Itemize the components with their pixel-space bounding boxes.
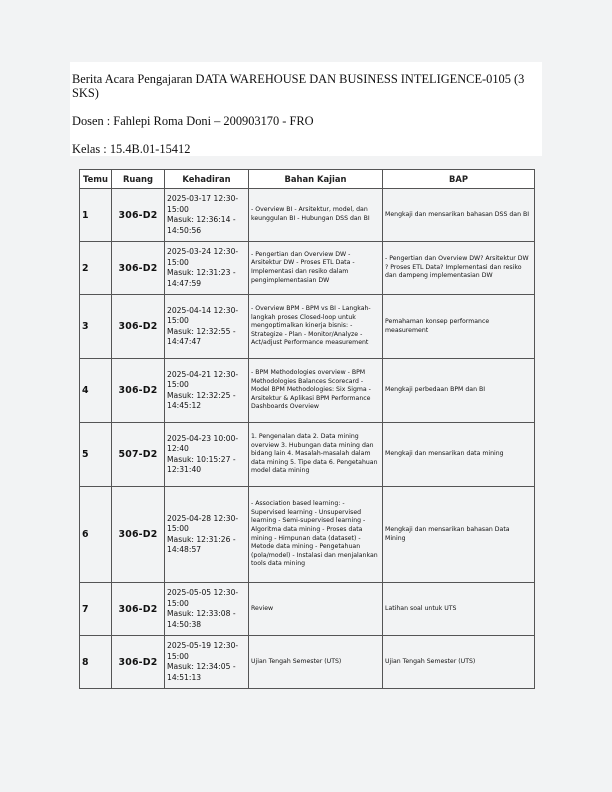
bap-cell: Ujian Tengah Semester (UTS) [383,636,535,689]
table-row [80,423,535,487]
bap-cell: Pemahaman konsep performance measurement [383,295,535,359]
class-line: Kelas : 15.4B.01-15412 [72,142,191,156]
column-header-bap: BAP [383,170,535,189]
kehadiran-cell [165,636,249,689]
check-in-text: Masuk: 12:32:55 - 14:47:47 [167,326,236,346]
schedule-text: 2025-05-05 12:30-15:00 [167,588,239,608]
kehadiran-cell [165,423,249,487]
document-header [70,62,542,156]
bap-cell: Latihan soal untuk UTS [383,583,535,636]
bahan-kajian-cell: - BPM Methodologies overview - BPM Methodologies Balances Scorecard - Model BPM Methodologies: Six Sigma - Arsitektur & Aplikasi BPM Performance Dashboards Overview [249,359,383,423]
table-row [80,189,535,242]
lecturer-line: Dosen : Fahlepi Roma Doni – 200903170 - FRO [72,114,314,128]
bap-cell: Mengkaji dan mensarikan bahasan DSS dan BI [383,189,535,242]
bahan-kajian-cell: - Association based learning: - Supervised learning - Unsupervised learning - Semi-supervised learning - Algoritma data mining - Proses data mining - Himpunan data (dataset) - Metode data mining - Pengetahuan (pola/model) - Instalasi dan menjalankan tools data mining [249,487,383,583]
document-title: Berita Acara Pengajaran DATA WAREHOUSE DAN BUSINESS INTELIGENCE-0105 (3 SKS) [72,72,525,100]
temu-cell: 2 [80,242,112,295]
column-header-bahan-kajian: Bahan Kajian [249,170,383,189]
check-in-text: Masuk: 12:31:26 - 14:48:57 [167,534,236,554]
teaching-record-table [79,169,535,689]
check-in-text: Masuk: 12:36:14 - 14:50:56 [167,215,236,235]
schedule-text: 2025-04-14 12:30-15:00 [167,305,239,325]
bap-cell: - Pengertian dan Overview DW? Arsitektur DW ? Proses ETL Data? Implementasi dan resiko dan dampeng implementasian DW [383,242,535,295]
bahan-kajian-cell: - Overview BI - Arsitektur, model, dan keunggulan BI - Hubungan DSS dan BI [249,189,383,242]
column-header-temu: Temu [80,170,112,189]
bahan-kajian-cell: - Overview BPM - BPM vs BI - Langkah-langkah proses Closed-loop untuk mengoptimalkan kinerja bisnis: - Strategize - Plan - Monitor/Analyze - Act/adjust Performance measurement [249,295,383,359]
table-row [80,295,535,359]
kehadiran-cell [165,295,249,359]
check-in-text: Masuk: 12:34:05 - 14:51:13 [167,662,236,682]
temu-cell: 1 [80,189,112,242]
column-header-kehadiran: Kehadiran [165,170,249,189]
bap-cell: Mengkaji dan mensarikan data mining [383,423,535,487]
ruang-cell: 306-D2 [112,189,165,242]
table-row [80,487,535,583]
table-row [80,583,535,636]
temu-cell: 3 [80,295,112,359]
kehadiran-cell [165,487,249,583]
bahan-kajian-cell: - Pengertian dan Overview DW - Arsitektur DW - Proses ETL Data - Implementasi dan resiko dalam pengimplementasian DW [249,242,383,295]
ruang-cell: 306-D2 [112,359,165,423]
check-in-text: Masuk: 12:31:23 - 14:47:59 [167,268,236,288]
ruang-cell: 306-D2 [112,636,165,689]
bahan-kajian-cell: Ujian Tengah Semester (UTS) [249,636,383,689]
temu-cell: 7 [80,583,112,636]
temu-cell: 6 [80,487,112,583]
ruang-cell: 306-D2 [112,583,165,636]
check-in-text: Masuk: 12:32:25 - 14:45:12 [167,390,236,410]
ruang-cell: 507-D2 [112,423,165,487]
kehadiran-cell [165,359,249,423]
kehadiran-cell [165,189,249,242]
check-in-text: Masuk: 10:15:27 - 12:31:40 [167,454,236,474]
bap-cell: Mengkaji dan mensarikan bahasan Data Mining [383,487,535,583]
schedule-text: 2025-04-21 12:30-15:00 [167,369,239,389]
kehadiran-cell [165,583,249,636]
column-header-ruang: Ruang [112,170,165,189]
table-row [80,359,535,423]
kehadiran-cell [165,242,249,295]
schedule-text: 2025-04-28 12:30-15:00 [167,513,239,533]
schedule-text: 2025-04-23 10:00-12:40 [167,433,239,453]
check-in-text: Masuk: 12:33:08 - 14:50:38 [167,609,236,629]
table-row [80,242,535,295]
table-header-row [80,170,535,189]
schedule-text: 2025-03-24 12:30-15:00 [167,247,239,267]
bap-cell: Mengkaji perbedaan BPM dan BI [383,359,535,423]
temu-cell: 8 [80,636,112,689]
temu-cell: 4 [80,359,112,423]
schedule-text: 2025-05-19 12:30-15:00 [167,641,239,661]
schedule-text: 2025-03-17 12:30-15:00 [167,194,239,214]
ruang-cell: 306-D2 [112,487,165,583]
table-row [80,636,535,689]
bahan-kajian-cell: Review [249,583,383,636]
ruang-cell: 306-D2 [112,242,165,295]
bahan-kajian-cell: 1. Pengenalan data 2. Data mining overview 3. Hubungan data mining dan bidang lain 4. Masalah-masalah dalam data mining 5. Tipe data 6. Pengetahuan model data mining [249,423,383,487]
temu-cell: 5 [80,423,112,487]
ruang-cell: 306-D2 [112,295,165,359]
